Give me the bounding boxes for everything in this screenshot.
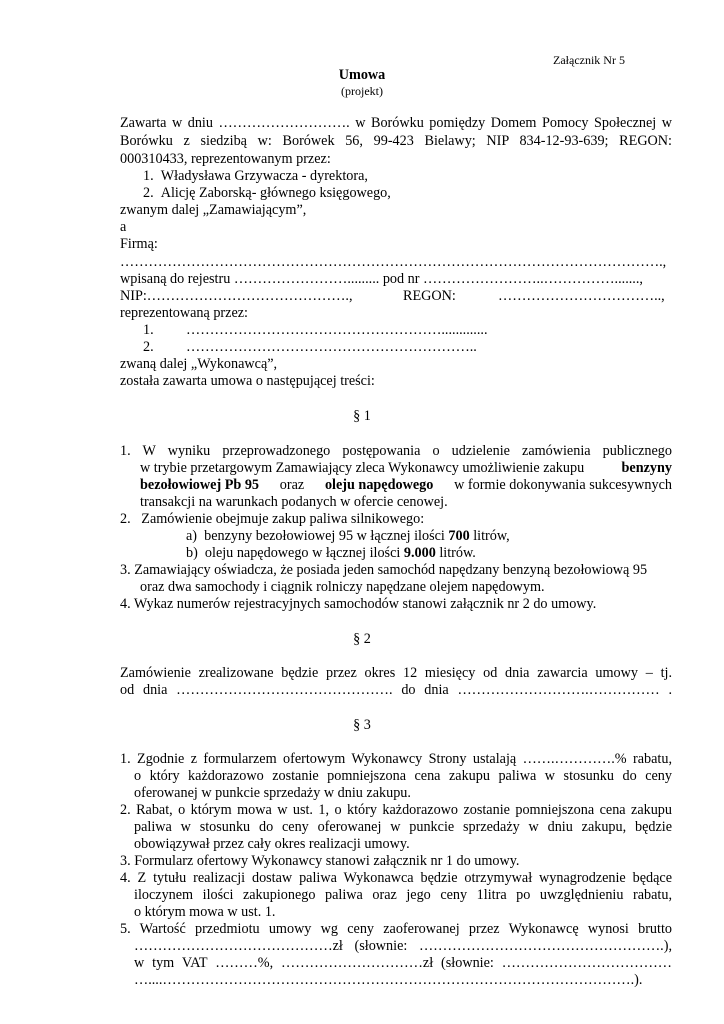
s1-p3-line-2: oraz dwa samochody i ciągnik rolniczy napędzane olejem napędowym. xyxy=(140,579,545,595)
s3-p2-line-1: 2. Rabat, o którym mowa w ust. 1, o który każdorazowo zostanie pomniejszona cena zakupu xyxy=(120,802,672,818)
s3-p1-line-1: 1. Zgodnie z formularzem ofertowym Wykonawcy Strony ustalają …….………….% rabatu, xyxy=(120,751,672,767)
s1-p1-and: oraz xyxy=(279,477,305,493)
s3-p4-line-1: 4. Z tytułu realizacji dostaw paliwa Wykonawca będzie otrzymywał wynagrodzenie będące xyxy=(120,870,672,886)
attachment-label: Załącznik Nr 5 xyxy=(553,53,625,67)
nip-field: NIP:……………………………………., xyxy=(120,288,353,304)
s1-p2-b xyxy=(186,545,476,563)
ordering-party-definition: zwanym dalej „Zamawiającym”, xyxy=(120,202,307,218)
intro-line-3: 000310433, reprezentowanym przez: xyxy=(120,151,331,167)
contractor-rep-2-number: 2. xyxy=(143,339,154,355)
section-2-heading: § 2 xyxy=(353,631,371,647)
contractor-rep-1-field: ………………………………………………............. xyxy=(186,322,488,338)
regon-label: REGON: xyxy=(403,288,456,304)
s3-p5-line-4: …....……………………………………………………………………………………….). xyxy=(134,972,643,988)
s1-p1-line-4: transakcji na warunkach podanych w ofercie cenowej. xyxy=(140,494,448,510)
s3-p2-line-3: obowiązywał przez cały okres realizacji umowy. xyxy=(134,836,410,852)
s1-p1-diesel-bold: oleju napędowego xyxy=(324,477,434,493)
s1-p2-a-text: a) benzyny bezołowiowej 95 w łącznej ilości xyxy=(186,528,445,544)
s3-p5-line-3: w tym VAT ………%, …………………………zł (słownie: ……………………………… xyxy=(134,955,672,971)
s1-p1-unleaded-bold: bezołowiowej Pb 95 xyxy=(140,477,260,493)
s3-p1-line-3: oferowanej w punkcie sprzedaży w dniu zakupu. xyxy=(134,785,411,801)
regon-field: …………………………….., xyxy=(498,288,665,304)
s2-line-1: Zamówienie zrealizowane będzie przez okres 12 miesięcy od dnia zawarcia umowy – tj. xyxy=(120,665,672,681)
contractor-definition: zwaną dalej „Wykonawcą”, xyxy=(120,356,278,372)
s1-p1-form: w formie dokonywania sukcesywnych xyxy=(454,477,672,493)
representative-2: 2. Alicję Zaborską- głównego księgowego, xyxy=(143,185,391,201)
conjunction-a: a xyxy=(120,219,127,235)
s3-p4-line-2: iloczynem ilości zakupionego paliwa oraz jego ceny 1litra po uwzględnieniu rabatu, xyxy=(134,887,672,903)
s1-p1-line-1: 1. W wyniku przeprowadzonego postępowania o udzielenie zamówienia publicznego xyxy=(120,443,672,459)
s1-p1-line-2-text: w trybie przetargowym Zamawiający zleca Wykonawcy umożliwienie zakupu xyxy=(140,460,585,476)
s1-p2-b-text: b) oleju napędowego w łącznej ilości xyxy=(186,545,401,561)
s3-p1-line-2: o który każdorazowo zostanie pomniejszona cena zakupu paliwa w stosunku do ceny xyxy=(134,768,672,784)
section-3-heading: § 3 xyxy=(353,717,371,733)
s1-p2: 2. Zamówienie obejmuje zakup paliwa silnikowego: xyxy=(120,511,425,527)
s1-p1-line-3 xyxy=(140,477,672,495)
contractor-rep-1-number: 1. xyxy=(143,322,154,338)
firm-name-field: ……………………………………………………………………………………………………., xyxy=(120,254,667,270)
s3-p5-line-1: 5. Wartość przedmiotu umowy wg ceny zaoferowanej przez Wykonawcę wynosi brutto xyxy=(120,921,672,937)
agreement-concluded: została zawarta umowa o następującej treści: xyxy=(120,373,375,389)
s1-p2-b-unit: litrów. xyxy=(439,545,476,561)
s3-p4-line-3: o którym mowa w ust. 1. xyxy=(134,904,276,920)
section-1-heading: § 1 xyxy=(353,408,371,424)
representative-1: 1. Władysława Grzywacza - dyrektora, xyxy=(143,168,368,184)
s1-p1-line-2 xyxy=(140,460,672,478)
contractor-rep-2-field: …………………………………………………….. xyxy=(186,339,477,355)
s3-p5-line-2: ……………………………………zł (słownie: …………………………………………….), xyxy=(134,938,672,954)
firm-label: Firmą: xyxy=(120,236,158,252)
s2-line-2: od dnia ………………………………………. do dnia ……………………….…………… . xyxy=(120,682,672,698)
s1-p2-a xyxy=(186,528,510,546)
intro-line-1: Zawarta w dniu ………………………. w Borówku pomiędzy Domem Pomocy Społecznej w xyxy=(120,115,672,131)
s3-p3: 3. Formularz ofertowy Wykonawcy stanowi załącznik nr 1 do umowy. xyxy=(120,853,520,869)
s1-p1-gasoline-bold: benzyny xyxy=(621,460,672,476)
s1-p3-line-1: 3. Zamawiający oświadcza, że posiada jeden samochód napędzany benzyną bezołowiową 95 xyxy=(120,562,648,578)
s3-p2-line-2: paliwa w stosunku do ceny oferowanej w punkcie sprzedaży w dniu zakupu, będzie xyxy=(134,819,672,835)
s1-p4: 4. Wykaz numerów rejestracyjnych samochodów stanowi załącznik nr 2 do umowy. xyxy=(120,596,597,612)
s1-p2-a-quantity: 700 xyxy=(448,528,470,544)
registry-line: wpisaną do rejestru ……………………......... pod nr ……………………..……………......., xyxy=(120,271,643,287)
s1-p2-b-quantity: 9.000 xyxy=(403,545,436,561)
document-title: Umowa xyxy=(338,67,386,83)
document-subtitle: (projekt) xyxy=(341,84,383,98)
intro-line-2: Borówku z siedzibą w: Borówek 56, 99-423 Bielawy; NIP 834-12-93-639; REGON: xyxy=(120,133,672,149)
s1-p2-a-unit: litrów, xyxy=(473,528,510,544)
represented-by: reprezentowaną przez: xyxy=(120,305,248,321)
